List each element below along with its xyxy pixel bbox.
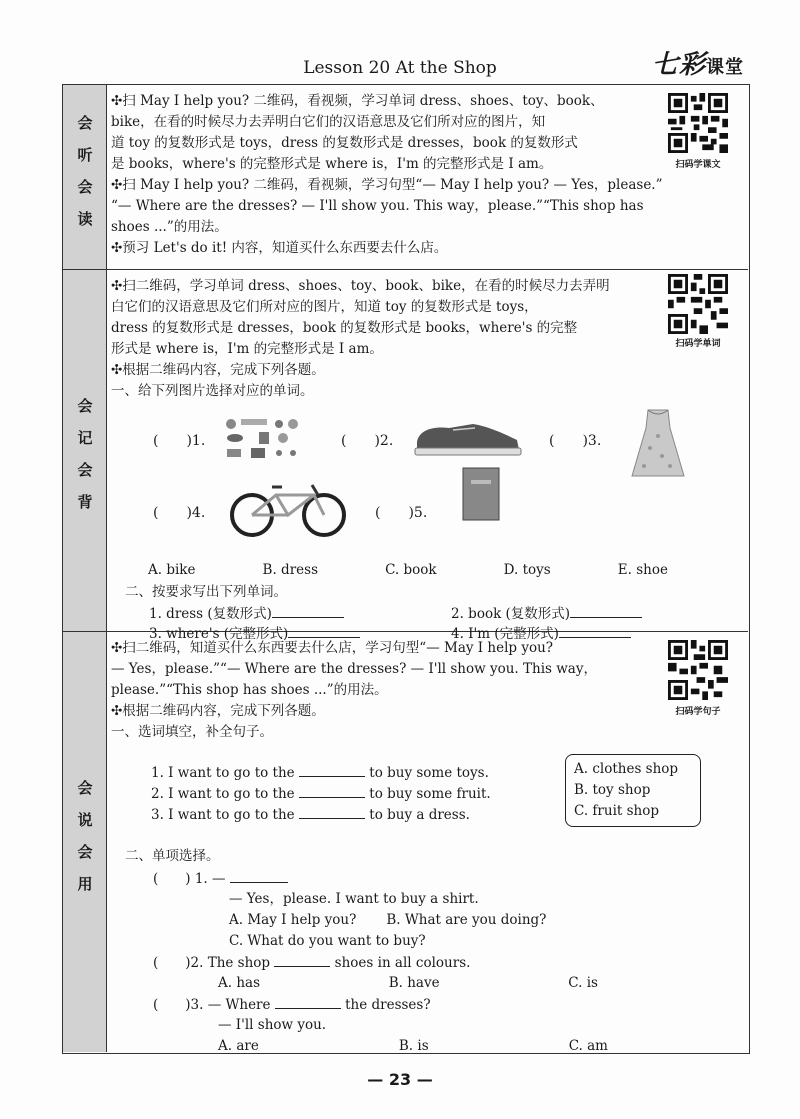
answer-options: A. bike B. dress C. book D. toys E. shoe	[148, 562, 668, 578]
question-2: ( )2. The shop shoes in all colours.	[153, 952, 470, 974]
toys-picture	[223, 416, 303, 460]
qr-code-icon[interactable]	[668, 93, 728, 153]
page-title: Lesson 20 At the Shop	[303, 58, 497, 78]
brand-logo	[652, 44, 744, 81]
qr-caption: 扫码学句子	[675, 707, 721, 717]
q3-reply: — I'll show you.	[218, 1017, 327, 1033]
dress-picture	[628, 408, 688, 480]
section-listen-read	[63, 85, 748, 270]
write-blank-1[interactable]	[272, 603, 344, 618]
q1-option-c: C. What do you want to buy?	[229, 933, 426, 949]
q2-options: A. has B. have C. is	[218, 975, 598, 991]
brand-logo-main: 七彩	[651, 50, 706, 80]
bike-picture	[228, 475, 348, 539]
section1-text: ✣扫 May I help you? 二维码，看视频，学习单词 dress、shoes、toy、book、 bike，在看的时候尽力去弄明白它们的汉语意思及它们所对应的图片，知 道 toy 的复数形式是 toys，dress 的复数形式是 dresses，book 的复数形式 是 books，where's 的完整形式是 where is，I'm 的完整形式是 I am。 ✣扫 May I help you? 二维码，看视频，学习句型“— May I help you? — Yes，please.” “— Where are the dresses? — I'll show you. This way，please.”“This shop has shoes ...”的用法。 ✣预习 Let's do it! 内容，知道买什么东西要去什么店。	[111, 93, 663, 256]
question-1: ( ) 1. —	[153, 868, 288, 890]
brand-logo-sub: 课堂	[706, 57, 744, 78]
section2-text: ✣扫二维码，学习单词 dress、shoes、toy、book、bike，在看的时候尽力去弄明 白它们的汉语意思及它们所对应的图片，知道 toy 的复数形式是 toys， dress 的复数形式是 dresses，book 的复数形式是 books，where's 的完整 形式是 where is，I'm 的完整形式是 I am。 ✣根据二维码内容，完成下列各题。 一、给下列图片选择对应的单词。	[111, 278, 610, 399]
part2-title: 二、单项选择。	[125, 848, 220, 864]
part2-title: 二、按要求写出下列单词。	[125, 584, 287, 600]
q1-blank[interactable]	[230, 868, 288, 883]
write-item-2: 2. book (复数形式)	[451, 603, 642, 625]
blank-paren-4[interactable]: ( )4.	[153, 505, 206, 521]
write-item-1: 1. dress (复数形式)	[149, 603, 344, 625]
qr-code-icon[interactable]	[668, 274, 728, 334]
section-label-memorize: 会 记 会 背	[77, 397, 93, 511]
page-number: — 23 —	[367, 1070, 433, 1089]
fill-blank-1[interactable]	[299, 762, 365, 777]
section-label-listen-read: 会 听 会 读	[77, 114, 93, 228]
write-item-4: 4. I'm (完整形式)	[451, 623, 631, 645]
write-item-3: 3. where's (完整形式)	[149, 623, 360, 645]
write-blank-2[interactable]	[570, 603, 642, 618]
fill-sentence-1: 1. I want to go to the to buy some toys.	[151, 762, 489, 784]
blank-paren-3[interactable]: ( )3.	[549, 433, 602, 449]
fill-blank-2[interactable]	[299, 783, 365, 798]
fill-blank-3[interactable]	[299, 804, 365, 819]
qr-caption: 扫码学课文	[675, 160, 721, 170]
worksheet-frame	[62, 84, 750, 1054]
q2-blank[interactable]	[274, 952, 330, 967]
fill-sentence-2: 2. I want to go to the to buy some fruit.	[151, 783, 491, 805]
q3-options: A. are B. is C. am	[218, 1038, 608, 1054]
section-speak-use	[63, 632, 748, 1052]
book-picture	[461, 466, 501, 522]
qr-code-icon[interactable]	[668, 640, 728, 700]
fill-sentence-3: 3. I want to go to the to buy a dress.	[151, 804, 470, 826]
q1-options: A. May I help you? B. What are you doing?	[229, 912, 547, 928]
qr-caption: 扫码学单词	[675, 339, 721, 349]
blank-paren-2[interactable]: ( )2.	[341, 433, 394, 449]
question-3: ( )3. — Where the dresses?	[153, 994, 431, 1016]
shoe-picture	[413, 418, 523, 458]
word-choice-box: A. clothes shop B. toy shop C. fruit shop	[565, 754, 701, 827]
q1-reply: — Yes，please. I want to buy a shirt.	[229, 891, 479, 907]
q3-blank[interactable]	[275, 994, 341, 1009]
section-memorize	[63, 270, 748, 642]
section3-text: ✣扫二维码，知道买什么东西要去什么店，学习句型“— May I help you? — Yes，please.”“— Where are the dresses? — I'll show you. This way， please.”“This shop has shoes ...”的用法。 ✣根据二维码内容，完成下列各题。 一、选词填空，补全句子。	[111, 640, 597, 740]
blank-paren-1[interactable]: ( )1.	[153, 433, 206, 449]
blank-paren-5[interactable]: ( )5.	[375, 505, 428, 521]
section-label-speak-use: 会 说 会 用	[77, 779, 93, 893]
